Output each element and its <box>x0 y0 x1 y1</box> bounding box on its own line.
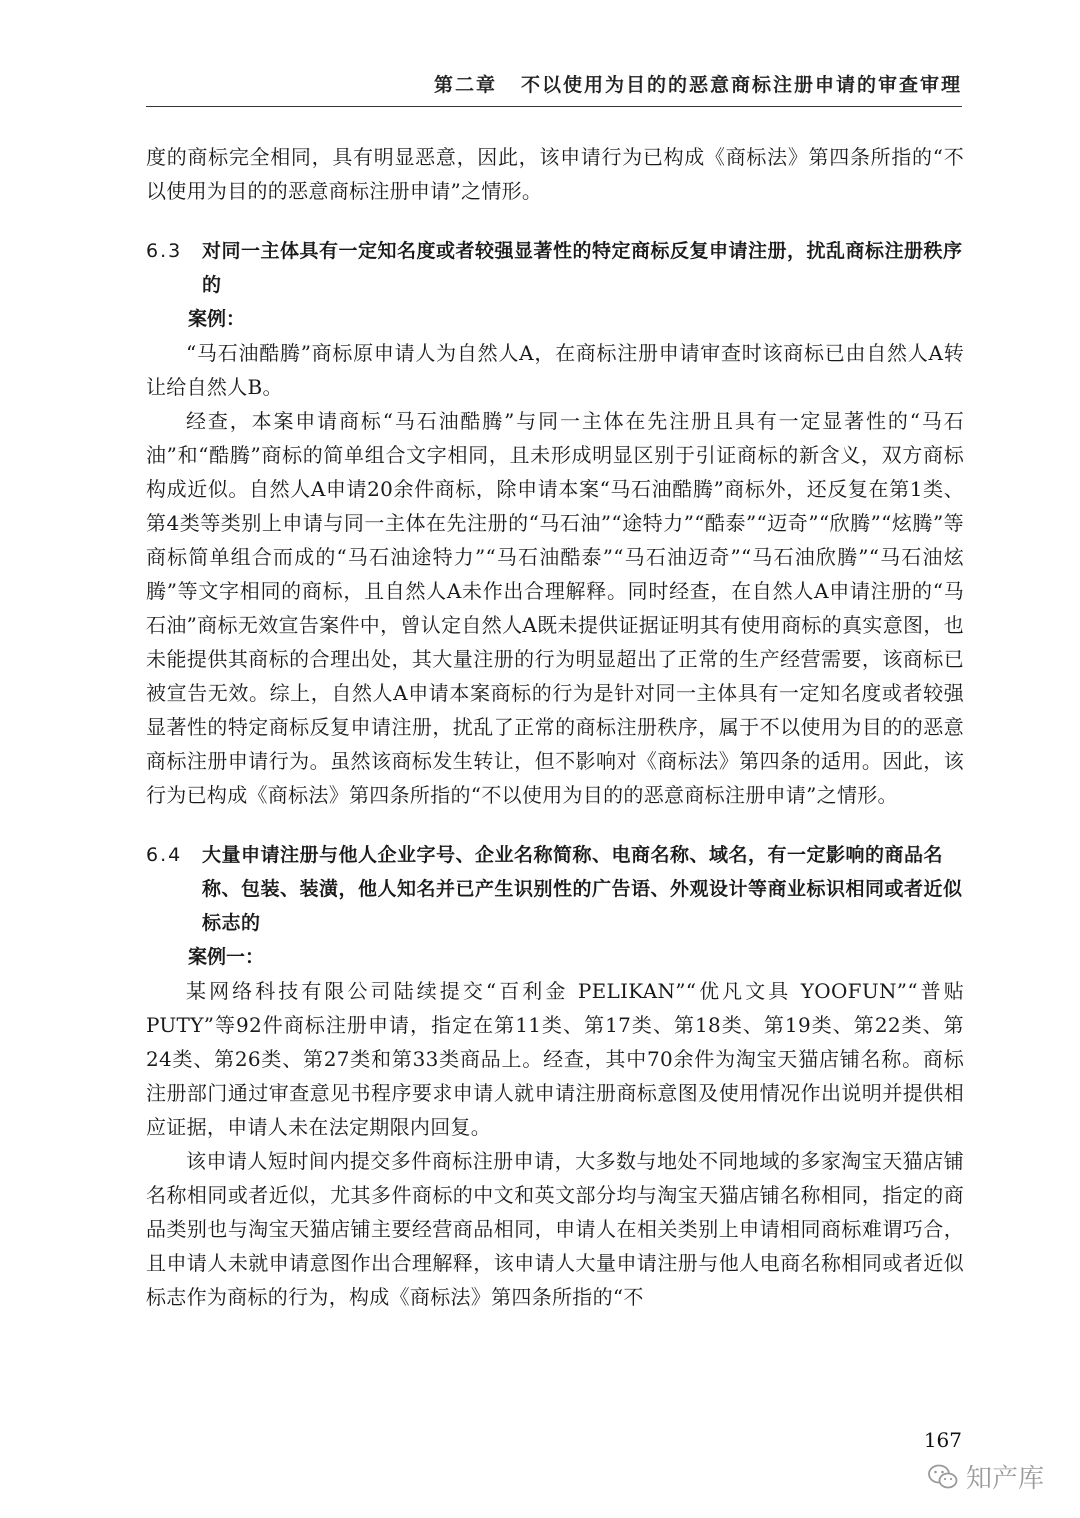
paragraph: “马石油酷腾”商标原申请人为自然人A，在商标注册申请审查时该商标已由自然人A转让给自然人B。 <box>146 341 964 399</box>
case-label: 案例一： <box>188 946 265 968</box>
paragraph: 该申请人短时间内提交多件商标注册申请，大多数与地处不同地域的多家淘宝天猫店铺名称相同或者近似，尤其多件商标的中文和英文部分均与淘宝天猫店铺名称相同，指定的商品类别也与淘宝天猫店铺主要经营商品相同，申请人在相关类别上申请相同商标难谓巧合，且申请人未就申请意图作出合理解释，该申请人大量申请注册与他人电商名称相同或者近似标志作为商标的行为，构成《商标法》第四条所指的“不 <box>146 1149 964 1309</box>
case-label: 案例： <box>188 308 246 330</box>
section-heading-6-4 <box>146 838 964 940</box>
section-number: 6.4 <box>146 844 183 866</box>
section-title: 对同一主体具有一定知名度或者较强显著性的特定商标反复申请注册，扰乱商标注册秩序的 <box>202 240 963 296</box>
paragraph: 经查，本案申请商标“马石油酷腾”与同一主体在先注册且具有一定显著性的“马石油”和“酷腾”商标的简单组合文字相同，且未形成明显区别于引证商标的新含义，双方商标构成近似。自然人A申请20余件商标，除申请本案“马石油酷腾”商标外，还反复在第1类、第4类等类别上申请与同一主体在先注册的“马石油”“途特力”“酷泰”“迈奇”“欣腾”“炫腾”等商标简单组合而成的“马石油途特力”“马石油酷泰”“马石油迈奇”“马石油欣腾”“马石油炫腾”等文字相同的商标，且自然人A未作出合理解释。同时经查，在自然人A申请注册的“马石油”商标无效宣告案件中，曾认定自然人A既未提供证据证明其有使用商标的真实意图，也未能提供其商标的合理出处，其大量注册的行为明显超出了正常的生产经营需要，该商标已被宣告无效。综上，自然人A申请本案商标的行为是针对同一主体具有一定知名度或者较强显著性的特定商标反复申请注册，扰乱了正常的商标注册秩序，属于不以使用为目的的恶意商标注册申请行为。虽然该商标发生转让，但不影响对《商标法》第四条的适用。因此，该行为已构成《商标法》第四条所指的“不以使用为目的的恶意商标注册申请”之情形。 <box>146 409 964 807</box>
watermark <box>928 1458 1044 1495</box>
chapter-label: 第二章 <box>433 74 497 96</box>
page-number: 167 <box>923 1428 962 1452</box>
section-number: 6.3 <box>146 240 183 262</box>
running-header <box>146 70 962 107</box>
page-content <box>146 140 964 1314</box>
watermark-text: 知产库 <box>965 1464 1044 1494</box>
opening-paragraph: 度的商标完全相同，具有明显恶意，因此，该申请行为已构成《商标法》第四条所指的“不以使用为目的的恶意商标注册申请”之情形。 <box>146 145 964 203</box>
paragraph: 某网络科技有限公司陆续提交“百利金 PELIKAN”“优凡文具 YOOFUN”“普贴PUTY”等92件商标注册申请，指定在第11类、第17类、第18类、第19类、第22类、第24类、第26类、第27类和第33类商品上。经查，其中70余件为淘宝天猫店铺名称。商标注册部门通过审查意见书程序要求申请人就申请注册商标意图及使用情况作出说明并提供相应证据，申请人未在法定期限内回复。 <box>146 979 964 1139</box>
section-heading-6-3 <box>146 234 964 302</box>
chapter-title: 不以使用为目的的恶意商标注册申请的审查审理 <box>520 74 962 96</box>
section-title: 大量申请注册与他人企业字号、企业名称简称、电商名称、域名，有一定影响的商品名称、包装、装潢，他人知名并已产生识别性的广告语、外观设计等商业标识相同或者近似标志的 <box>202 844 963 934</box>
wechat-icon <box>928 1464 958 1490</box>
